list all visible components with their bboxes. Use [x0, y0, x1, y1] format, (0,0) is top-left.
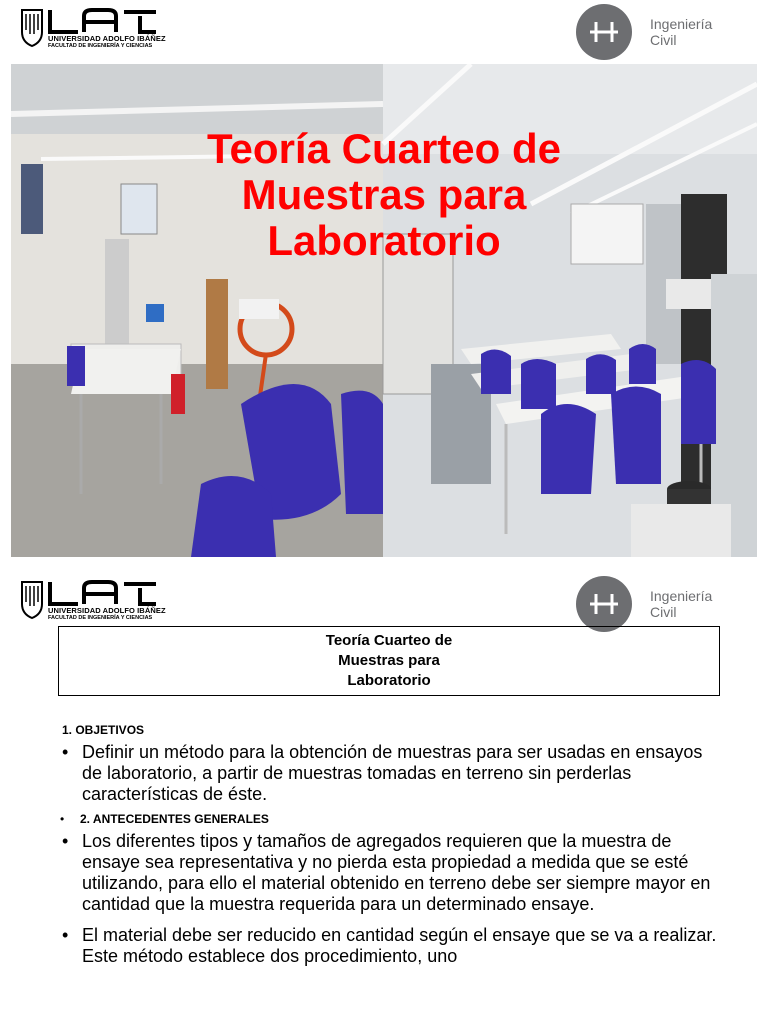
slide1-header [0, 0, 768, 60]
uai-crest-icon [20, 580, 44, 620]
civil-label: Civil [650, 32, 677, 48]
ingenieria-circle-icon [576, 576, 632, 632]
section-antecedentes-heading: • 2. ANTECEDENTES GENERALES [60, 811, 722, 827]
ingenieria-label: Ingeniería [650, 16, 713, 32]
ingenieria-civil-logo [576, 576, 756, 632]
slide1-title-line3: Laboratorio [267, 217, 501, 264]
antecedentes-item-2: • El material debe ser reducido en cantidad según el ensaye que se va a realizar. Este método establece dos procedimiento, uno [62, 925, 722, 967]
slide2-title-line2: Muestras para [338, 652, 440, 669]
slide1-title-line2: Muestras para [241, 171, 527, 218]
uai-faculty: FACULTAD DE INGENIERÍA Y CIENCIAS [48, 615, 153, 621]
antecedentes-item-1: • Los diferentes tipos y tamaños de agregados requieren que la muestra de ensaye sea representativa y no pierda esta propiedad a medida que se esté utilizando, para ello el material obtenido en terreno debe ser siempre mayor en cantidad que la muestra requerida para un determinado ensaye. [62, 831, 722, 915]
slide2-header [0, 572, 768, 632]
uai-faculty: FACULTAD DE INGENIERÍA Y CIENCIAS [48, 43, 153, 49]
civil-label: Civil [650, 604, 677, 620]
section-objetivos-heading: 1. OBJETIVOS [62, 723, 145, 737]
slide2-title-line1: Teoría Cuarteo de [325, 632, 453, 649]
uai-letters-icon [48, 580, 160, 606]
slide2-title-line3: Laboratorio [347, 672, 431, 689]
ingenieria-circle-icon [576, 4, 632, 60]
uai-crest-icon [20, 8, 44, 48]
slide2-content [62, 722, 722, 967]
uai-logo [20, 8, 166, 52]
objetivos-item: • Definir un método para la obtención de muestras para ser usadas en ensayos de laboratorio, a partir de muestras tomadas en terreno sin perderlas características de éste. [62, 742, 722, 805]
slide1-title [11, 126, 757, 264]
uai-letters-icon [48, 8, 160, 34]
slide2-title-box [58, 626, 720, 696]
slide1-title-line1: Teoría Cuarteo de [207, 125, 561, 172]
laboratory-photo [11, 64, 757, 557]
uai-name: UNIVERSIDAD ADOLFO IBÁÑEZ [48, 606, 166, 615]
uai-logo [20, 580, 166, 624]
ingenieria-civil-logo [576, 4, 756, 60]
ingenieria-label: Ingeniería [650, 588, 713, 604]
uai-name: UNIVERSIDAD ADOLFO IBÁÑEZ [48, 34, 166, 43]
